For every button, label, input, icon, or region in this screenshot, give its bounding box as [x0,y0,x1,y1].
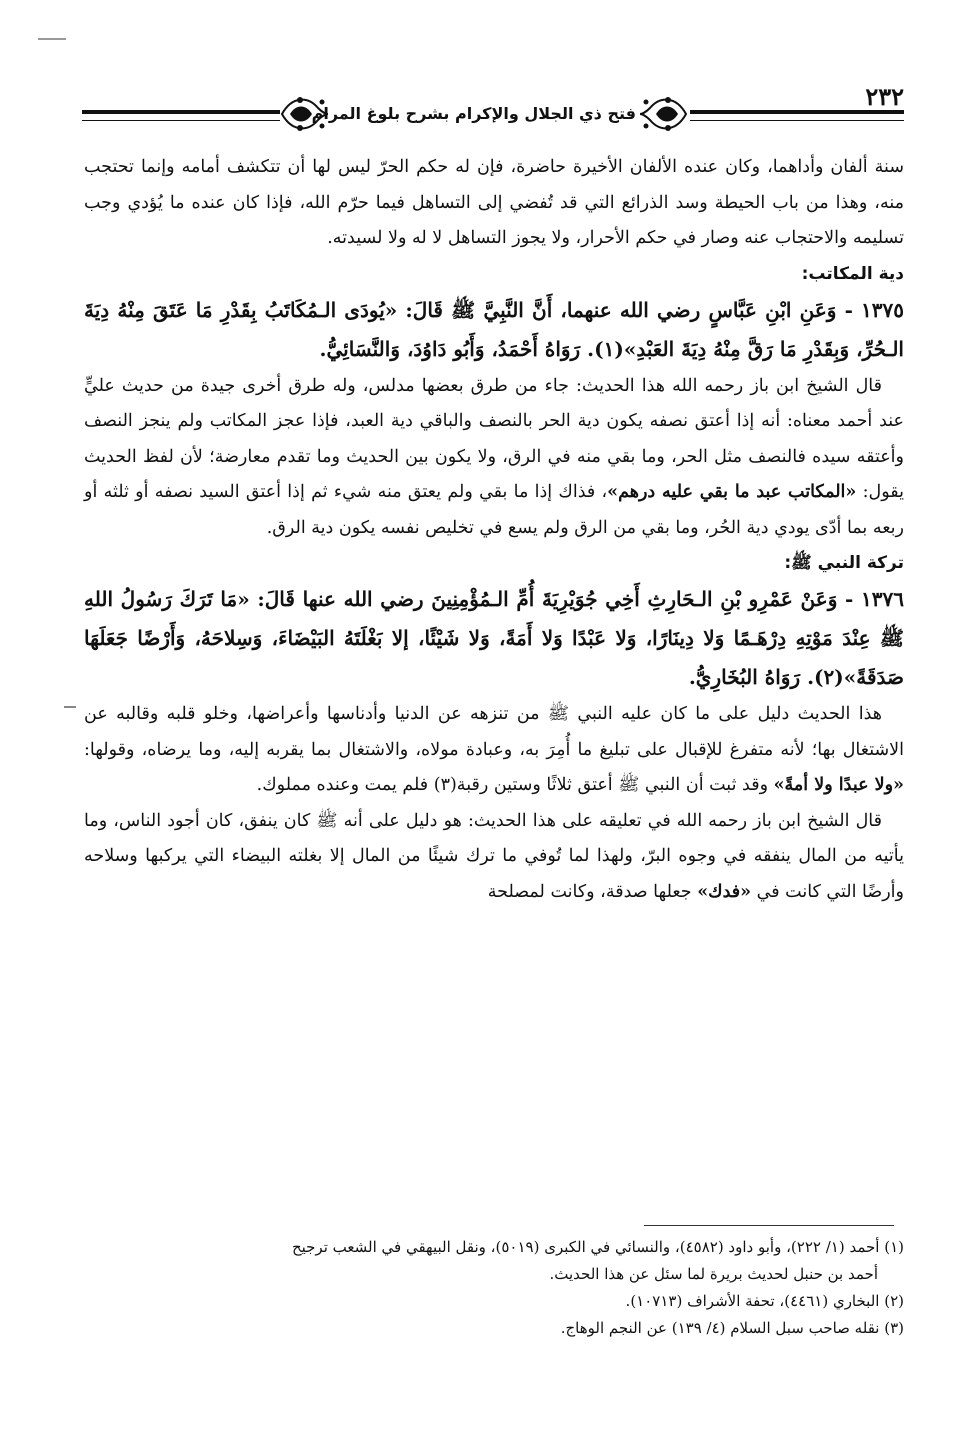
footnote-2: (٢) البخاري (٤٤٦١)، تحفة الأشراف (١٠٧١٣). [625,1292,904,1310]
paragraph-text: هذا الحديث دليل على ما كان عليه النبي ﷺ من تنزهه عن الدنيا وأدناسها وأعراضها، وخلو قلبه وقالبه عن الاشتغال بها؛ لأنه متفرغ للإقبال على تبليغ ما أُمِرَ به، وعبادة مولاه، والاشتغال بما يقربه إليه، وما يرضاه، وقولها: [84,704,904,760]
header-rule-left [82,110,280,121]
paragraph-commentary-2 [84,697,904,804]
page-header [82,82,904,142]
header-ornament-right-icon [638,92,690,136]
section-heading-prophet-estate: تركة النبي ﷺ: [784,553,904,573]
hadith-1375: ١٣٧٥ - وَعَنِ ابْنِ عَبَّاسٍ رضي الله عنهما، أَنَّ النَّبِيَّ ﷺ قَالَ: «يُودَى الـمُكَاتَبُ بِقَدْرِ مَا عَتَقَ مِنْهُ دِيَةَ الـحُرِّ، وَبِقَدْرِ مَا رَقَّ مِنْهُ دِيَةَ العَبْدِ»(١). رَوَاهُ أَحْمَدُ، وَأَبُو دَاوُدَ، وَالنَّسَائِيُّ. [84,297,904,361]
quoted-phrase-bold: «ولا عبدًا ولا أمةً» [773,775,904,795]
hadith-1376: ١٣٧٦ - وَعَنْ عَمْرِو بْنِ الـحَارِثِ أَخِي جُوَيْرِيَةَ أُمِّ الـمُؤْمِنِينَ رضي الله عنها قَالَ: «مَا تَرَكَ رَسُولُ اللهِ ﷺ عِنْدَ مَوْتِهِ دِرْهَـمًا وَلا دِينَارًا، وَلا عَبْدًا وَلا أَمَةً، وَلا شَيْئًا، إلا بَغْلَتَهُ البَيْضَاءَ، وَسِلاحَهُ، وَأَرْضًا جَعَلَهَا صَدَقَةً»(٢). رَوَاهُ البُخَارِيُّ. [84,587,904,689]
place-name-bold: «فدك» [697,881,752,902]
paragraph-text: وقد ثبت أن النبي ﷺ أعتق ثلاثًا وستين رقبة(٣) فلم يمت وعنده مملوك. [256,775,774,795]
paragraph-text: ، فذاك إذا ما بقي ولم يعتق منه شيء ثم إذا أعتق السيد نصفه أو ثلثه أو ربعه بما أدّى يودي دية الحُر، وما بقي من الرق ولم يسع في تخليص نفسه يكون دية الرق. [84,482,904,538]
margin-mark [64,706,76,708]
paragraph-text: قال الشيخ ابن باز رحمه الله هذا الحديث: جاء من طرق بعضها مدلس، وله طرق أخرى جيدة من حديث عليٍّ عند أحمد معناه: أنه إذا أعتق نصفه يكون دية الحر بالنصف والباقي دية العبد، فإذا عجز المكاتب ولم ينجز النصف وأعتقه سيده فالنصف مثل الحر، وما بقي منه في الرق، ولا يكون بين الحديث وما تقدم معارضة؛ لأن لفظ الحديث يقول: [84,375,904,502]
page-body [84,150,904,910]
book-title: فتح ذي الجلال والإكرام بشرح بلوغ المرام [311,104,636,123]
scan-mark [38,38,66,40]
paragraph-1: سنة ألفان وأداهما، وكان عنده الألفان الأخيرة حاضرة، فإن له حكم الحرّ ليس لها أن تتكشف أمامه وإنما تحتجب منه، وهذا من باب الحيطة وسد الذرائع التي قد تُفضي إلى التساهل فيما حرّم الله، فإذا كان عنده ما يُؤدي وجب تسليمه والاحتجاب عنه وصار في حكم الأحرار، ولا يجوز التساهل لا له ولا لسيدته. [84,157,904,248]
footnote-separator [644,1225,894,1226]
header-rule-right [690,110,904,121]
paragraph-ibn-baz-commentary-1 [84,369,904,547]
footnote-1: (١) أحمد (١/ ٢٢٢)، وأبو داود (٤٥٨٢)، والنسائي في الكبرى (٥٠١٩)، ونقل البيهقي في الشعب ترجيح [291,1238,904,1256]
footnotes [84,1234,904,1342]
paragraph-text: قال الشيخ ابن باز رحمه الله في تعليقه على هذا الحديث: هو دليل على أنه ﷺ كان ينفق، كان أجود الناس، وما يأتيه من المال ينفقه في وجوه البرّ، ولهذا لما تُوفي ما ترك شيئًا من المال إلا بغلته البيضاء التي يركبها وسلاحه وأرضًا التي كانت في [84,810,904,902]
paragraph-ibn-baz-commentary-2 [84,804,904,911]
footnote-1-continued: أحمد بن حنبل لحديث بريرة لما سئل عن هذا الحديث. [549,1265,878,1283]
page-number: ٢٣٢ [865,82,904,111]
paragraph-text: جعلها صدقة، وكانت لمصلحة [487,881,698,902]
section-heading-mukatab-diya: دية المكاتب: [801,263,904,284]
footnote-3: (٣) نقله صاحب سبل السلام (٤/ ١٣٩) عن النجم الوهاج. [560,1319,904,1337]
quoted-hadith-bold: «المكاتب عبد ما بقي عليه درهم» [607,482,857,502]
